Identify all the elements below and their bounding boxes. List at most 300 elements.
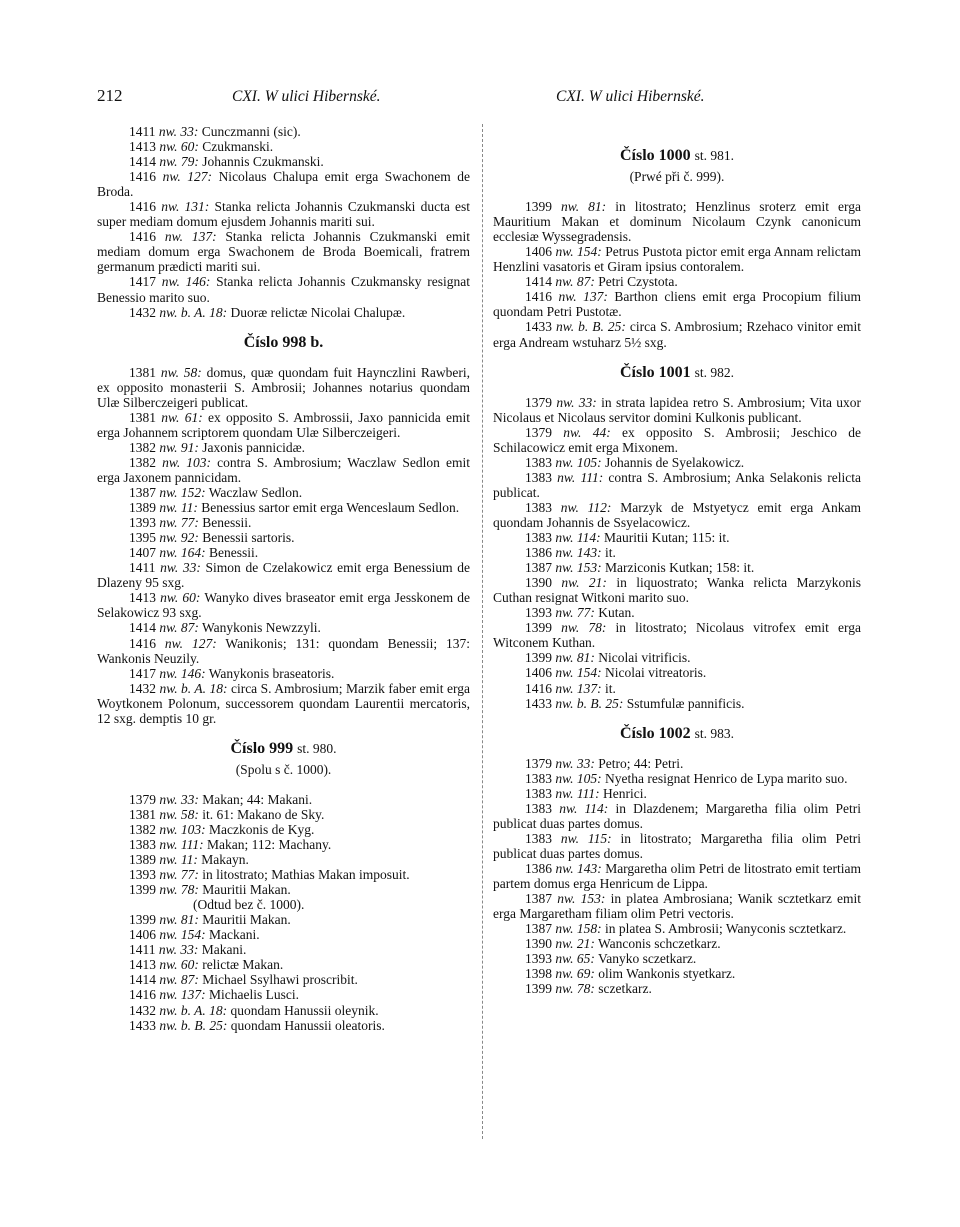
entry <box>97 455 470 485</box>
entry-reference: nw. 79: <box>159 154 199 170</box>
entry <box>493 936 861 951</box>
entry <box>493 395 861 425</box>
entry <box>97 229 470 274</box>
entry <box>493 425 861 455</box>
entry-reference: nw. 33: <box>158 942 199 958</box>
entry-reference: nw. 78: <box>561 620 607 636</box>
entry <box>97 124 470 139</box>
entry <box>97 927 470 942</box>
entry-year: 1414 <box>129 620 156 636</box>
entry-year: 1432 <box>129 680 156 696</box>
entry-text: Johannis Czukmanski. <box>202 154 324 170</box>
entry <box>97 365 470 410</box>
entry-reference: nw. 154: <box>555 244 602 260</box>
entry-reference: nw. 154: <box>555 665 602 681</box>
entry <box>493 620 861 650</box>
entry-reference: nw. 78: <box>159 882 199 898</box>
entry-reference: nw. 78: <box>555 981 595 997</box>
entry <box>97 199 470 229</box>
entry-text: in litostrato; Mathias Makan imposuit. <box>202 867 410 883</box>
entry-text: Marziconis Kutkan; 158: it. <box>605 560 755 576</box>
entry-reference: nw. 111: <box>555 785 600 801</box>
entry <box>493 199 861 244</box>
entry-text: Mauritii Makan. <box>202 882 291 898</box>
entry-reference: nw. 11: <box>159 500 198 516</box>
entry-reference: nw. 44: <box>563 424 611 440</box>
section-note-1000: (Prwé při č. 999). <box>629 169 725 185</box>
entry-reference: nw. 58: <box>159 806 199 822</box>
entry-reference: nw. 81: <box>555 650 595 666</box>
entry <box>97 972 470 987</box>
entry-text: olim Wankonis styetkarz. <box>598 966 736 982</box>
entry-year: 1383 <box>525 454 552 470</box>
entry <box>493 319 861 349</box>
entry-reference: nw. 61: <box>161 409 203 425</box>
entry-year: 1414 <box>129 154 156 170</box>
entry-reference: nw. 137: <box>558 289 608 305</box>
entry-text: Makan; 44: Makani. <box>202 791 313 807</box>
entry-reference: nw. 137: <box>159 987 206 1003</box>
entry-text: Mackani. <box>209 927 260 943</box>
entry <box>97 305 470 320</box>
entry-text: in liquostrato; Wanka relicta Marzykonis Cuthan resignat Witkoni marito suo. <box>493 575 862 606</box>
entry-reference: nw. 114: <box>555 530 601 546</box>
entry <box>97 942 470 957</box>
entry-reference: nw. b. A. 18: <box>159 1002 228 1018</box>
entry <box>97 897 470 912</box>
entry-reference: nw. 112: <box>560 499 612 515</box>
entry-year: 1390 <box>525 575 552 591</box>
entry <box>97 636 470 666</box>
entries-998 <box>97 365 470 726</box>
entry-year: 1379 <box>525 394 552 410</box>
entry-year: 1433 <box>129 1017 156 1033</box>
heading-1001-main: Číslo 1001 <box>619 363 691 381</box>
entry-text: Stanka relicta Johannis Czukmansky resignat Benessio marito suo. <box>97 274 471 305</box>
column-divider <box>482 124 483 1139</box>
entry-text: Duoræ relictæ Nicolai Chalupæ. <box>230 304 406 320</box>
entry-year: 1413 <box>129 139 156 155</box>
entry-reference: nw. 103: <box>162 454 212 470</box>
entries-1002 <box>493 756 861 997</box>
entry-year: 1411 <box>129 124 156 139</box>
entry-year: 1379 <box>525 424 552 440</box>
entry-text: Wanconis schczetkarz. <box>598 936 721 952</box>
entry-reference: nw. 152: <box>159 485 206 501</box>
heading-1002-st: st. 983. <box>694 725 735 741</box>
entry-text: in platea Ambrosiana; Wanik scztetkarz emit erga Margaretham filiam olim Petri vectoris. <box>493 891 862 922</box>
entry-year: 1416 <box>129 229 156 245</box>
entry <box>97 681 470 726</box>
entry-reference: nw. 33: <box>160 560 201 576</box>
entry <box>97 500 470 515</box>
entry-year: 1389 <box>129 500 156 516</box>
entry-text: relictæ Makan. <box>202 957 284 973</box>
entry <box>493 771 861 786</box>
entry <box>493 966 861 981</box>
entry-year: 1379 <box>525 755 552 771</box>
entry-year: 1387 <box>525 560 552 576</box>
entry-year: 1399 <box>525 620 552 636</box>
entry-year: 1398 <box>525 966 552 982</box>
entry <box>493 831 861 861</box>
left-column <box>97 124 470 1033</box>
entry-reference: nw. 146: <box>159 665 206 681</box>
entry <box>97 1003 470 1018</box>
entry-year: 1382 <box>129 439 156 455</box>
entry-text: Waczlaw Sedlon. <box>208 485 303 501</box>
entry-year: 1383 <box>525 770 552 786</box>
entry-reference: nw. 153: <box>557 891 606 907</box>
entry <box>493 921 861 936</box>
entry-reference: nw. 21: <box>555 936 595 952</box>
entry-reference: nw. 137: <box>164 229 217 245</box>
entry <box>97 560 470 590</box>
entry <box>97 515 470 530</box>
entry-text: in litostrato; Margaretha filia olim Petri publicat duas partes domus. <box>493 830 862 861</box>
entry <box>97 666 470 681</box>
entry-text: Makan; 112: Machany. <box>207 837 332 853</box>
entry-year: 1387 <box>129 485 156 501</box>
entry <box>493 575 861 605</box>
top-entries <box>97 124 470 320</box>
entry <box>493 786 861 801</box>
running-header <box>0 86 960 116</box>
entry-text: Henrici. <box>603 785 647 801</box>
entry-reference: nw. 11: <box>159 852 198 868</box>
entry-year: 1416 <box>129 987 156 1003</box>
entry-text: Simon de Czelakowicz emit erga Benessium de Dlazeny 95 sxg. <box>97 560 471 591</box>
entry <box>97 987 470 1002</box>
entry-year: 1382 <box>129 821 156 837</box>
heading-999-main: Číslo 999 <box>230 739 294 757</box>
entry-reference: nw. 87: <box>555 274 595 290</box>
entry-text: in platea S. Ambrosii; Wanyconis scztetkarz. <box>605 921 847 937</box>
entry-reference: nw. 33: <box>159 791 199 807</box>
entry-reference: nw. 60: <box>160 590 201 606</box>
entry-reference: nw. 60: <box>159 139 199 155</box>
entry <box>97 1018 470 1033</box>
section-heading-1000 <box>493 148 861 163</box>
entry-text: Petro; 44: Petri. <box>598 755 684 771</box>
entry <box>493 289 861 319</box>
entry-text: Nicolaus Chalupa emit erga Swachonem de Broda. <box>97 169 471 200</box>
entry-text: Cunczmanni (sic). <box>201 124 301 139</box>
entry-year: 1383 <box>525 469 552 485</box>
entry-year: 1432 <box>129 1002 156 1018</box>
entry-year: 1383 <box>525 800 552 816</box>
entry-reference: nw. 58: <box>160 364 202 380</box>
entry-reference: nw. b. B. 25: <box>556 319 626 335</box>
entry <box>493 801 861 831</box>
entry-text: sczetkarz. <box>598 981 652 997</box>
entry-reference: nw. 69: <box>555 966 595 982</box>
entry-reference: nw. 115: <box>560 830 612 846</box>
entry-text: Nicolai vitrificis. <box>598 650 691 666</box>
entry-year: 1406 <box>129 927 156 943</box>
entry-text: Benessii. <box>209 545 259 561</box>
entry-reference: nw. 92: <box>159 530 199 546</box>
entry-text: ex opposito S. Ambrosii; Jeschico de Schilacowicz emit erga Mixonem. <box>493 424 861 455</box>
entry-text: Mauritii Makan. <box>202 912 291 928</box>
entry-text: Jaxonis pannicidæ. <box>202 439 305 455</box>
entry <box>493 244 861 274</box>
entry-text: quondam Hanussii oleatoris. <box>230 1017 385 1033</box>
entry-text: quondam Hanussii oleynik. <box>230 1002 379 1018</box>
entry <box>493 981 861 996</box>
entry-text: Mauritii Kutan; 115: it. <box>604 530 730 546</box>
entry-text: Barthon cliens emit erga Procopium filium quondam Petri Pustotæ. <box>493 289 862 320</box>
entry-text: ex opposito S. Ambrossii, Jaxo pannicida emit erga Johannem scriptorem quondam Ulæ Silberczeigeri. <box>97 409 471 440</box>
entry-reference: nw. 146: <box>161 274 211 290</box>
entry-reference: nw. 65: <box>555 951 595 967</box>
section-heading-1002 <box>493 726 861 741</box>
entry-reference: nw. 60: <box>159 957 199 973</box>
entry-text: in litostrato; Henzlinus sroterz emit erga Mauritium Makan et dominum Nicolaum Czynk canonicum ecclesiæ Wyssegradensis. <box>493 199 862 245</box>
entry-reference: nw. b. A. 18: <box>159 304 228 320</box>
entry-text: Wanykonis Newzzyli. <box>202 620 321 636</box>
running-head-right: CXI. W ulici Hibernské. <box>556 88 705 105</box>
entry-reference: nw. 21: <box>561 575 607 591</box>
entry-reference: nw. 111: <box>159 837 204 853</box>
entry-text: Nicolai vitreatoris. <box>605 665 707 681</box>
entry <box>97 169 470 199</box>
entry-reference: nw. 114: <box>559 800 609 816</box>
entry-text: domus, quæ quondam fuit Haynczlini Rawberi, ex opposito monasterii S. Ambrosii; Johannes notarius quondam Ulæ Silberczeigeri publicat. <box>97 364 471 410</box>
entry-reference: nw. 153: <box>555 560 602 576</box>
entry-text: contra S. Ambrosium; Waczlaw Sedlon emit erga Jaxonem pannicidam. <box>97 454 470 485</box>
entry-text: Benessii sartoris. <box>202 530 295 546</box>
entry-year: 1416 <box>129 635 156 651</box>
running-head-left: CXI. W ulici Hibernské. <box>232 88 381 105</box>
entry-text: Michael Ssylhawi proscribit. <box>202 972 358 988</box>
entry <box>493 681 861 696</box>
entry-reference: nw. 158: <box>555 921 602 937</box>
entry-year: 1413 <box>129 957 156 973</box>
entry-year: 1386 <box>525 860 552 876</box>
entry-text: Stanka relicta Johannis Czukmanski emit mediam domum erga Swachonem de Broda Boemicali, fratrem germanum prædicti mariti sui. <box>97 229 470 275</box>
entry-text: circa S. Ambrosium; Rzehaco vinitor emit erga Andream wstuharz 5½ sxg. <box>493 319 862 350</box>
entry-year: 1381 <box>129 364 156 380</box>
entry <box>493 545 861 560</box>
entry-reference: nw. 105: <box>555 770 602 786</box>
entry <box>97 485 470 500</box>
entry <box>97 274 470 304</box>
entry <box>97 545 470 560</box>
entry-text: Sstumfulæ pannificis. <box>626 695 745 711</box>
heading-999-st: st. 980. <box>297 740 337 756</box>
entry <box>97 410 470 440</box>
entry <box>97 912 470 927</box>
entry-text: it. <box>605 680 616 696</box>
heading-1000-st: st. 981. <box>694 148 735 163</box>
entry-year: 1411 <box>129 560 156 576</box>
entry <box>97 957 470 972</box>
entry-year: 1383 <box>525 499 552 515</box>
entry <box>493 696 861 711</box>
entry-text: Petri Czystota. <box>598 274 678 290</box>
entry <box>493 891 861 921</box>
entry-text: Makani. <box>201 942 247 958</box>
entry <box>97 530 470 545</box>
heading-1000-main: Číslo 1000 <box>619 147 691 164</box>
entry-year: 1399 <box>525 981 552 997</box>
entry-reference: nw. 87: <box>159 972 199 988</box>
entry-reference: nw. b. A. 18: <box>159 680 228 696</box>
entry-year: 1381 <box>129 409 156 425</box>
entry-reference: nw. 77: <box>159 515 199 531</box>
entry-text: Stanka relicta Johannis Czukmanski ducta est super mediam domum ejusdem Johannis mariti sui. <box>97 199 471 230</box>
entry-year: 1417 <box>129 274 156 290</box>
entry-text: Johannis de Syelakowicz. <box>605 454 745 470</box>
page-number: 212 <box>97 86 123 105</box>
entry-text: Wanykonis braseatoris. <box>208 665 335 681</box>
entry-text: it. <box>605 545 616 561</box>
entry-reference: nw. 105: <box>555 454 602 470</box>
entry <box>97 590 470 620</box>
entry-text: Vanyko sczetkarz. <box>598 951 697 967</box>
entry-text: in litostrato; Nicolaus vitrofex emit erga Witconem Kuthan. <box>493 620 862 651</box>
entry-reference: nw. 164: <box>159 545 206 561</box>
entry-year: 1416 <box>525 680 552 696</box>
entry-year: 1383 <box>129 837 156 853</box>
entry <box>493 530 861 545</box>
right-column <box>493 124 861 996</box>
entry <box>97 139 470 154</box>
entry-year: 1417 <box>129 665 156 681</box>
entry-text: Margaretha olim Petri de litostrato emit tertiam partem domus erga Henricum de Lippa. <box>493 860 861 892</box>
entry-year: 1390 <box>525 936 552 952</box>
entry-reference: nw. b. B. 25: <box>159 1017 228 1033</box>
entry-year: 1414 <box>525 274 552 290</box>
entries-999 <box>97 792 470 1033</box>
entry <box>493 951 861 966</box>
entry-text: Nyetha resignat Henrico de Lypa marito suo. <box>605 770 848 786</box>
entry-text: Petrus Pustota pictor emit erga Annam relictam Henzlini vasatoris et Giram ipsius contoralem. <box>493 244 861 275</box>
entry-year: 1399 <box>525 650 552 666</box>
entry-year: 1383 <box>525 530 552 546</box>
entry <box>493 560 861 575</box>
entry <box>493 756 861 771</box>
entry <box>493 665 861 680</box>
entry <box>97 154 470 169</box>
entry-reference: nw. 33: <box>556 394 597 410</box>
entry-text: Maczkonis de Kyg. <box>209 821 315 837</box>
entry <box>493 470 861 500</box>
entry-year: 1381 <box>129 806 156 822</box>
entry-year: 1389 <box>129 852 156 868</box>
entry <box>97 792 470 807</box>
entry <box>97 620 470 635</box>
entry-reference: nw. 143: <box>555 545 602 561</box>
entry-year: 1399 <box>129 912 156 928</box>
entry <box>493 861 861 891</box>
entry-reference: nw. 131: <box>161 199 210 215</box>
entry-year: 1416 <box>129 169 156 185</box>
entry <box>97 807 470 822</box>
entry <box>493 650 861 665</box>
entry-year: 1393 <box>525 951 552 967</box>
entry-text: in Dlazdenem; Margaretha filia olim Petri publicat duas partes domus. <box>493 800 862 831</box>
entry-reference: nw. 87: <box>159 620 199 636</box>
entry-reference: nw. 127: <box>164 635 217 651</box>
entry-year: 1393 <box>129 867 156 883</box>
entry-year: 1416 <box>525 289 552 305</box>
entry-text: Makayn. <box>201 852 249 868</box>
entry-reference: nw. 103: <box>159 821 206 837</box>
section-heading-998: Číslo 998 b. <box>243 333 324 351</box>
entry-year: 1399 <box>129 882 156 898</box>
entry-year: 1387 <box>525 891 552 907</box>
entry-text: Michaelis Lusci. <box>209 987 299 1003</box>
entry-reference: nw. 111: <box>557 469 604 485</box>
section-heading-999 <box>97 741 470 756</box>
entry <box>97 837 470 852</box>
entry-reference: nw. 127: <box>162 169 212 185</box>
entry-text: (Odtud bez č. 1000). <box>193 897 305 913</box>
entry-reference: nw. 81: <box>159 912 199 928</box>
entry-text: circa S. Ambrosium; Marzik faber emit erga Woytkonem Polonum, successorem quondam Laurentii mercatoris, 12 sxg. demptis 10 gr. <box>97 680 471 726</box>
entry-reference: nw. 154: <box>159 927 206 943</box>
entry-reference: nw. 81: <box>561 199 607 215</box>
entry-year: 1433 <box>525 319 552 335</box>
entry-year: 1383 <box>525 830 552 846</box>
entry <box>493 605 861 620</box>
entry-reference: nw. 91: <box>159 439 199 455</box>
entry-year: 1386 <box>525 545 552 561</box>
entry-reference: nw. b. B. 25: <box>555 695 624 711</box>
entry-text: Wanyko dives braseator emit erga Jesskonem de Selakowicz 93 sxg. <box>97 590 470 621</box>
section-heading-1001 <box>493 365 861 380</box>
entries-1001 <box>493 395 861 711</box>
entry-text: Benessii. <box>202 515 252 531</box>
entry <box>97 440 470 455</box>
entry-year: 1382 <box>129 454 156 470</box>
entry-year: 1383 <box>525 785 552 801</box>
entry-year: 1413 <box>129 590 156 606</box>
entry-year: 1414 <box>129 972 156 988</box>
entry-year: 1379 <box>129 791 156 807</box>
entry <box>493 274 861 289</box>
entry-year: 1395 <box>129 530 156 546</box>
entry-reference: nw. 143: <box>555 860 602 876</box>
section-note-999: (Spolu s č. 1000). <box>235 761 332 777</box>
entry-year: 1407 <box>129 545 156 561</box>
entry-reference: nw. 33: <box>555 755 595 771</box>
entry-reference: nw. 33: <box>158 124 199 139</box>
entry <box>97 882 470 897</box>
entry-year: 1393 <box>525 605 552 621</box>
entry-text: in strata lapidea retro S. Ambrosium; Vita uxor Nicolaus et Nicolaus servitor domini Kulkonis publicant. <box>493 394 862 425</box>
entry-year: 1399 <box>525 199 552 215</box>
heading-1002-main: Číslo 1002 <box>619 724 691 742</box>
entry-year: 1416 <box>129 199 156 215</box>
entry-year: 1433 <box>525 695 552 711</box>
entry <box>97 852 470 867</box>
entry-text: it. 61: Makano de Sky. <box>202 806 325 822</box>
entry-year: 1387 <box>525 921 552 937</box>
entry-text: contra S. Ambrosium; Anka Selakonis relicta publicat. <box>493 469 862 500</box>
entry-reference: nw. 77: <box>159 867 199 883</box>
entry-text: Czukmanski. <box>202 139 274 155</box>
entry <box>493 500 861 530</box>
entry <box>97 867 470 882</box>
entry-text: Marzyk de Mstyetycz emit erga Ankam quondam Johannis de Ssyelacowicz. <box>493 499 862 530</box>
entries-1000 <box>493 199 861 349</box>
entry-year: 1432 <box>129 304 156 320</box>
entry <box>493 455 861 470</box>
entry-year: 1406 <box>525 665 552 681</box>
